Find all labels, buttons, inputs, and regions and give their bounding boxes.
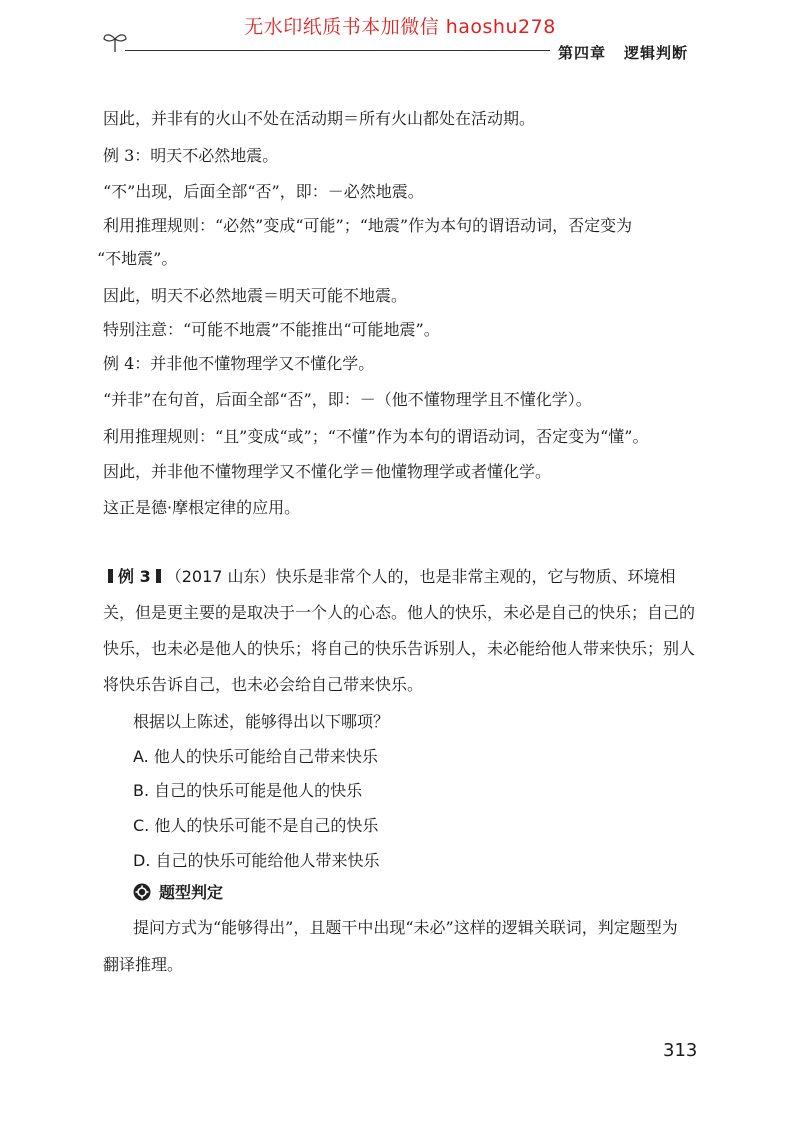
running-header xyxy=(558,42,688,63)
paragraph: 因此，并非有的火山不处在活动期＝所有火山都处在活动期。 xyxy=(103,109,536,128)
example-stem xyxy=(103,559,698,703)
section-line: 提问方式为“能够得出”，且题干中出现“未必”这样的逻辑关联词，判定题型为 xyxy=(133,918,678,937)
tag-bar xyxy=(108,569,113,583)
option-d: D. 自己的快乐可能给他人带来快乐 xyxy=(133,851,380,870)
page-number: 313 xyxy=(663,1040,698,1061)
option-c: C. 他人的快乐可能不是自己的快乐 xyxy=(133,816,379,835)
gear-icon xyxy=(133,883,151,901)
section-line: 翻译推理。 xyxy=(103,955,184,974)
tag-bar xyxy=(156,569,161,583)
section-title: 题型判定 xyxy=(159,883,224,902)
paragraph: 因此，并非他不懂物理学又不懂化学＝他懂物理学或者懂化学。 xyxy=(103,462,552,481)
section-label: 逻辑判断 xyxy=(624,44,689,62)
paragraph: 因此，明天不必然地震＝明天可能不地震。 xyxy=(103,286,408,305)
paragraph: 特别注意：“可能不地震”不能推出“可能地震”。 xyxy=(103,320,440,339)
paragraph: 例 3：明天不必然地震。 xyxy=(103,146,279,165)
paragraph: 例 4：并非他不懂物理学又不懂化学。 xyxy=(103,354,375,373)
example-text: 快乐是非常个人的，也是非常主观的，它与物质、环境相关，但是更主要的是取决于一个人的心态。他人的快乐，未必是自己的快乐；自己的快乐，也未必是他人的快乐；将自己的快乐告诉别人，未必能给他人带来快乐；别人将快乐告诉自己，也未必会给自己带来快乐。 xyxy=(103,567,696,694)
paragraph: 利用推理规则：“必然”变成“可能”；“地震”作为本句的谓语动词，否定变为 xyxy=(103,216,633,235)
header-rule xyxy=(125,50,550,51)
option-a: A. 他人的快乐可能给自己带来快乐 xyxy=(133,747,378,766)
example-source: （2017 山东） xyxy=(165,567,276,586)
option-b: B. 自己的快乐可能是他人的快乐 xyxy=(133,781,363,800)
paragraph: “不地震”。 xyxy=(97,249,178,268)
watermark: 无水印纸质书本加微信 haoshu278 xyxy=(244,16,556,38)
paragraph: 利用推理规则：“且”变成“或”；“不懂”作为本句的谓语动词，否定变为“懂”。 xyxy=(103,427,649,446)
paragraph: “不”出现，后面全部“否”，即：－必然地震。 xyxy=(103,182,424,201)
question: 根据以上陈述，能够得出以下哪项？ xyxy=(133,712,390,731)
section-heading xyxy=(133,880,223,903)
example-tag: 例 3 xyxy=(118,567,151,586)
paragraph: “并非”在句首，后面全部“否”，即：－（他不懂物理学且不懂化学）。 xyxy=(103,390,592,409)
paragraph: 这正是德·摩根定律的应用。 xyxy=(103,498,301,517)
chapter-label: 第四章 xyxy=(558,44,607,62)
